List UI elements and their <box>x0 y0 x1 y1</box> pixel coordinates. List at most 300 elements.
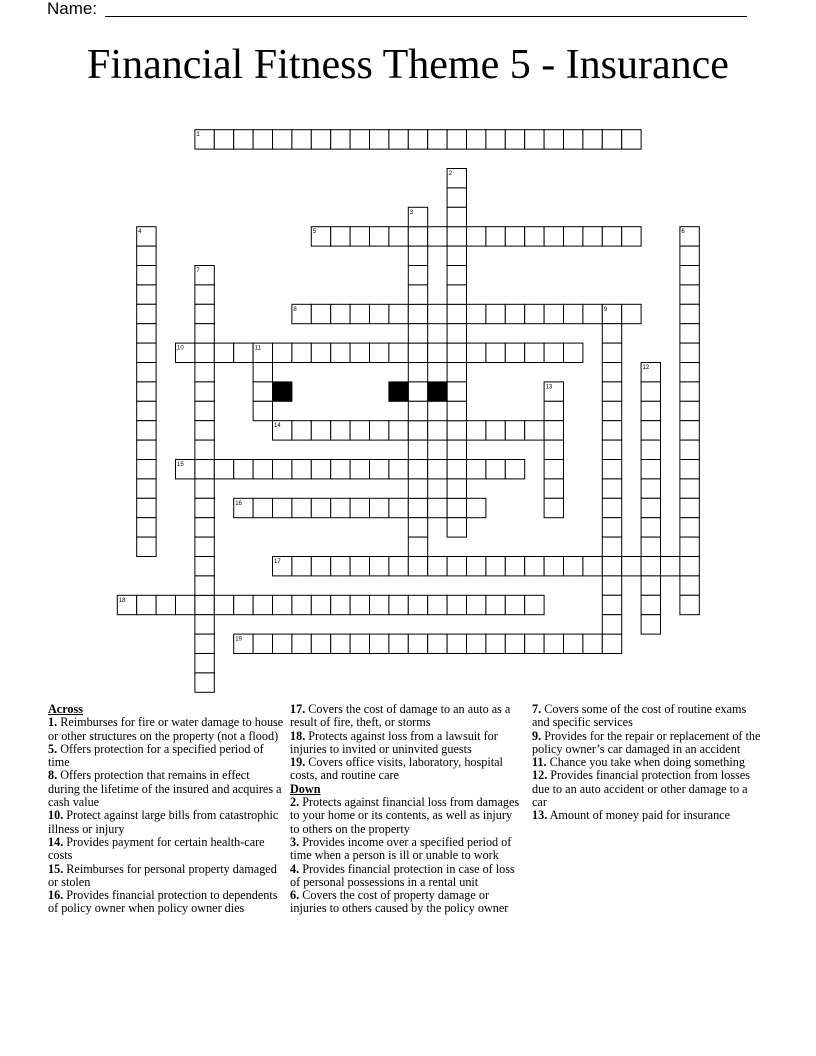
grid-cell[interactable] <box>311 460 330 479</box>
grid-cell[interactable] <box>292 595 311 614</box>
grid-cell[interactable] <box>428 304 447 323</box>
grid-cell[interactable] <box>680 401 699 420</box>
grid-cell[interactable] <box>408 537 427 556</box>
grid-cell[interactable] <box>389 634 408 653</box>
grid-cell[interactable] <box>350 343 369 362</box>
grid-cell[interactable] <box>195 266 214 285</box>
grid-cell[interactable] <box>467 460 486 479</box>
grid-cell[interactable] <box>467 304 486 323</box>
grid-cell[interactable] <box>544 479 563 498</box>
grid-cell[interactable] <box>370 130 389 149</box>
grid-cell[interactable] <box>447 634 466 653</box>
grid-cell[interactable] <box>292 498 311 517</box>
grid-cell[interactable] <box>525 343 544 362</box>
grid-cell[interactable] <box>641 460 660 479</box>
grid-cell[interactable] <box>447 440 466 459</box>
grid-cell[interactable] <box>467 343 486 362</box>
grid-cell[interactable] <box>137 401 156 420</box>
grid-cell[interactable] <box>137 304 156 323</box>
grid-cell[interactable] <box>253 382 272 401</box>
grid-cell[interactable] <box>370 634 389 653</box>
grid-cell[interactable] <box>273 557 292 576</box>
grid-cell[interactable] <box>602 440 621 459</box>
grid-cell[interactable] <box>253 401 272 420</box>
grid-cell[interactable] <box>408 634 427 653</box>
grid-cell[interactable] <box>680 343 699 362</box>
grid-cell[interactable] <box>641 537 660 556</box>
grid-cell[interactable] <box>195 498 214 517</box>
grid-cell[interactable] <box>408 246 427 265</box>
grid-cell[interactable] <box>137 266 156 285</box>
grid-cell[interactable] <box>253 498 272 517</box>
grid-cell[interactable] <box>428 343 447 362</box>
grid-cell[interactable] <box>505 557 524 576</box>
grid-cell[interactable] <box>370 304 389 323</box>
grid-cell[interactable] <box>292 634 311 653</box>
grid-cell[interactable] <box>331 557 350 576</box>
grid-cell[interactable] <box>602 479 621 498</box>
grid-cell[interactable] <box>292 130 311 149</box>
grid-cell[interactable] <box>447 518 466 537</box>
grid-cell[interactable] <box>370 227 389 246</box>
grid-cell[interactable] <box>195 363 214 382</box>
grid-cell[interactable] <box>680 246 699 265</box>
grid-cell[interactable] <box>505 634 524 653</box>
grid-cell[interactable] <box>467 595 486 614</box>
grid-cell[interactable] <box>408 401 427 420</box>
grid-cell[interactable] <box>273 460 292 479</box>
grid-cell[interactable] <box>428 498 447 517</box>
grid-cell[interactable] <box>137 285 156 304</box>
grid-cell[interactable] <box>641 557 660 576</box>
grid-cell[interactable] <box>641 363 660 382</box>
grid-cell[interactable] <box>602 498 621 517</box>
grid-cell[interactable] <box>292 557 311 576</box>
grid-cell[interactable] <box>273 343 292 362</box>
grid-cell[interactable] <box>137 363 156 382</box>
grid-cell[interactable] <box>273 498 292 517</box>
grid-cell[interactable] <box>505 421 524 440</box>
grid-cell[interactable] <box>602 537 621 556</box>
grid-cell[interactable] <box>447 343 466 362</box>
grid-cell[interactable] <box>544 130 563 149</box>
grid-cell[interactable] <box>641 498 660 517</box>
grid-cell[interactable] <box>447 421 466 440</box>
grid-cell[interactable] <box>602 401 621 420</box>
grid-cell[interactable] <box>467 557 486 576</box>
grid-cell[interactable] <box>680 557 699 576</box>
grid-cell[interactable] <box>350 304 369 323</box>
grid-cell[interactable] <box>486 634 505 653</box>
grid-cell[interactable] <box>195 634 214 653</box>
grid-cell[interactable] <box>350 595 369 614</box>
grid-cell[interactable] <box>311 595 330 614</box>
grid-cell[interactable] <box>467 421 486 440</box>
grid-cell[interactable] <box>137 246 156 265</box>
grid-cell[interactable] <box>156 595 175 614</box>
grid-cell[interactable] <box>350 557 369 576</box>
grid-cell[interactable] <box>331 130 350 149</box>
grid-cell[interactable] <box>680 518 699 537</box>
grid-cell[interactable] <box>214 460 233 479</box>
grid-cell[interactable] <box>447 324 466 343</box>
grid-cell[interactable] <box>641 615 660 634</box>
grid-cell[interactable] <box>137 227 156 246</box>
grid-cell[interactable] <box>641 440 660 459</box>
grid-cell[interactable] <box>331 227 350 246</box>
grid-cell[interactable] <box>234 634 253 653</box>
grid-cell[interactable] <box>408 382 427 401</box>
grid-cell[interactable] <box>137 382 156 401</box>
grid-cell[interactable] <box>234 595 253 614</box>
grid-cell[interactable] <box>311 343 330 362</box>
grid-cell[interactable] <box>311 557 330 576</box>
grid-cell[interactable] <box>680 324 699 343</box>
grid-cell[interactable] <box>195 537 214 556</box>
grid-cell[interactable] <box>641 382 660 401</box>
grid-cell[interactable] <box>544 304 563 323</box>
grid-cell[interactable] <box>273 130 292 149</box>
grid-cell[interactable] <box>408 557 427 576</box>
grid-cell[interactable] <box>544 227 563 246</box>
grid-cell[interactable] <box>195 479 214 498</box>
grid-cell[interactable] <box>602 595 621 614</box>
grid-cell[interactable] <box>195 382 214 401</box>
grid-cell[interactable] <box>447 285 466 304</box>
grid-cell[interactable] <box>253 460 272 479</box>
grid-cell[interactable] <box>447 227 466 246</box>
grid-cell[interactable] <box>544 557 563 576</box>
grid-cell[interactable] <box>486 227 505 246</box>
grid-cell[interactable] <box>680 440 699 459</box>
grid-cell[interactable] <box>137 421 156 440</box>
grid-cell[interactable] <box>447 246 466 265</box>
grid-cell[interactable] <box>602 343 621 362</box>
grid-cell[interactable] <box>564 634 583 653</box>
grid-cell[interactable] <box>564 227 583 246</box>
grid-cell[interactable] <box>486 460 505 479</box>
grid-cell[interactable] <box>176 460 195 479</box>
grid-cell[interactable] <box>214 343 233 362</box>
grid-cell[interactable] <box>311 498 330 517</box>
grid-cell[interactable] <box>195 654 214 673</box>
grid-cell[interactable] <box>544 634 563 653</box>
grid-cell[interactable] <box>602 324 621 343</box>
grid-cell[interactable] <box>195 557 214 576</box>
grid-cell[interactable] <box>525 595 544 614</box>
grid-cell[interactable] <box>234 130 253 149</box>
grid-cell[interactable] <box>408 440 427 459</box>
grid-cell[interactable] <box>622 557 641 576</box>
grid-cell[interactable] <box>525 557 544 576</box>
grid-cell[interactable] <box>505 304 524 323</box>
grid-cell[interactable] <box>408 518 427 537</box>
grid-cell[interactable] <box>680 576 699 595</box>
grid-cell[interactable] <box>195 285 214 304</box>
grid-cell[interactable] <box>176 595 195 614</box>
grid-cell[interactable] <box>137 479 156 498</box>
grid-cell[interactable] <box>544 440 563 459</box>
grid-cell[interactable] <box>195 576 214 595</box>
grid-cell[interactable] <box>622 227 641 246</box>
grid-cell[interactable] <box>195 615 214 634</box>
grid-cell[interactable] <box>253 634 272 653</box>
grid-cell[interactable] <box>389 498 408 517</box>
grid-cell[interactable] <box>680 285 699 304</box>
grid-cell[interactable] <box>680 537 699 556</box>
grid-cell[interactable] <box>389 460 408 479</box>
grid-cell[interactable] <box>544 343 563 362</box>
grid-cell[interactable] <box>505 595 524 614</box>
grid-cell[interactable] <box>428 557 447 576</box>
grid-cell[interactable] <box>447 382 466 401</box>
grid-cell[interactable] <box>680 479 699 498</box>
grid-cell[interactable] <box>447 401 466 420</box>
grid-cell[interactable] <box>389 130 408 149</box>
grid-cell[interactable] <box>195 595 214 614</box>
grid-cell[interactable] <box>467 634 486 653</box>
grid-cell[interactable] <box>195 304 214 323</box>
grid-cell[interactable] <box>680 460 699 479</box>
grid-cell[interactable] <box>350 421 369 440</box>
grid-cell[interactable] <box>370 595 389 614</box>
grid-cell[interactable] <box>525 130 544 149</box>
grid-cell[interactable] <box>408 595 427 614</box>
grid-cell[interactable] <box>428 227 447 246</box>
grid-cell[interactable] <box>447 557 466 576</box>
grid-cell[interactable] <box>564 130 583 149</box>
grid-cell[interactable] <box>370 498 389 517</box>
grid-cell[interactable] <box>408 343 427 362</box>
grid-cell[interactable] <box>447 188 466 207</box>
grid-cell[interactable] <box>311 634 330 653</box>
grid-cell[interactable] <box>428 130 447 149</box>
grid-cell[interactable] <box>273 634 292 653</box>
grid-cell[interactable] <box>661 557 680 576</box>
grid-cell[interactable] <box>680 304 699 323</box>
grid-cell[interactable] <box>583 557 602 576</box>
grid-cell[interactable] <box>408 227 427 246</box>
grid-cell[interactable] <box>331 595 350 614</box>
grid-cell[interactable] <box>311 421 330 440</box>
grid-cell[interactable] <box>505 227 524 246</box>
grid-cell[interactable] <box>137 537 156 556</box>
grid-cell[interactable] <box>253 343 272 362</box>
grid-cell[interactable] <box>467 227 486 246</box>
grid-cell[interactable] <box>350 634 369 653</box>
grid-cell[interactable] <box>408 421 427 440</box>
grid-cell[interactable] <box>389 227 408 246</box>
grid-cell[interactable] <box>214 130 233 149</box>
grid-cell[interactable] <box>195 440 214 459</box>
grid-cell[interactable] <box>622 304 641 323</box>
grid-cell[interactable] <box>544 421 563 440</box>
grid-cell[interactable] <box>447 304 466 323</box>
grid-cell[interactable] <box>641 479 660 498</box>
grid-cell[interactable] <box>408 130 427 149</box>
grid-cell[interactable] <box>583 304 602 323</box>
grid-cell[interactable] <box>486 304 505 323</box>
grid-cell[interactable] <box>408 498 427 517</box>
grid-cell[interactable] <box>486 595 505 614</box>
grid-cell[interactable] <box>602 615 621 634</box>
grid-cell[interactable] <box>602 576 621 595</box>
grid-cell[interactable] <box>544 401 563 420</box>
grid-cell[interactable] <box>680 498 699 517</box>
grid-cell[interactable] <box>214 595 233 614</box>
grid-cell[interactable] <box>447 595 466 614</box>
grid-cell[interactable] <box>195 673 214 692</box>
grid-cell[interactable] <box>350 498 369 517</box>
grid-cell[interactable] <box>564 557 583 576</box>
grid-cell[interactable] <box>525 304 544 323</box>
grid-cell[interactable] <box>602 634 621 653</box>
grid-cell[interactable] <box>641 421 660 440</box>
grid-cell[interactable] <box>273 421 292 440</box>
grid-cell[interactable] <box>273 595 292 614</box>
grid-cell[interactable] <box>602 363 621 382</box>
grid-cell[interactable] <box>641 518 660 537</box>
grid-cell[interactable] <box>583 227 602 246</box>
grid-cell[interactable] <box>447 460 466 479</box>
grid-cell[interactable] <box>311 304 330 323</box>
grid-cell[interactable] <box>350 460 369 479</box>
grid-cell[interactable] <box>428 421 447 440</box>
grid-cell[interactable] <box>408 207 427 226</box>
grid-cell[interactable] <box>389 343 408 362</box>
grid-cell[interactable] <box>447 479 466 498</box>
grid-cell[interactable] <box>602 421 621 440</box>
grid-cell[interactable] <box>370 557 389 576</box>
grid-cell[interactable] <box>564 343 583 362</box>
grid-cell[interactable] <box>408 363 427 382</box>
grid-cell[interactable] <box>602 460 621 479</box>
grid-cell[interactable] <box>428 634 447 653</box>
grid-cell[interactable] <box>505 343 524 362</box>
grid-cell[interactable] <box>486 557 505 576</box>
grid-cell[interactable] <box>602 130 621 149</box>
grid-cell[interactable] <box>602 227 621 246</box>
grid-cell[interactable] <box>467 498 486 517</box>
grid-cell[interactable] <box>137 324 156 343</box>
grid-cell[interactable] <box>467 130 486 149</box>
grid-cell[interactable] <box>234 498 253 517</box>
grid-cell[interactable] <box>176 343 195 362</box>
grid-cell[interactable] <box>447 498 466 517</box>
grid-cell[interactable] <box>195 130 214 149</box>
grid-cell[interactable] <box>428 460 447 479</box>
grid-cell[interactable] <box>583 634 602 653</box>
grid-cell[interactable] <box>525 421 544 440</box>
grid-cell[interactable] <box>292 460 311 479</box>
grid-cell[interactable] <box>602 518 621 537</box>
grid-cell[interactable] <box>544 382 563 401</box>
grid-cell[interactable] <box>195 518 214 537</box>
grid-cell[interactable] <box>680 595 699 614</box>
grid-cell[interactable] <box>486 421 505 440</box>
grid-cell[interactable] <box>583 130 602 149</box>
grid-cell[interactable] <box>292 421 311 440</box>
grid-cell[interactable] <box>447 266 466 285</box>
grid-cell[interactable] <box>195 460 214 479</box>
grid-cell[interactable] <box>137 343 156 362</box>
grid-cell[interactable] <box>680 382 699 401</box>
grid-cell[interactable] <box>680 421 699 440</box>
grid-cell[interactable] <box>253 130 272 149</box>
grid-cell[interactable] <box>370 343 389 362</box>
grid-cell[interactable] <box>486 343 505 362</box>
grid-cell[interactable] <box>331 343 350 362</box>
grid-cell[interactable] <box>408 266 427 285</box>
grid-cell[interactable] <box>370 460 389 479</box>
grid-cell[interactable] <box>680 363 699 382</box>
grid-cell[interactable] <box>602 304 621 323</box>
grid-cell[interactable] <box>680 266 699 285</box>
grid-cell[interactable] <box>253 595 272 614</box>
grid-cell[interactable] <box>602 557 621 576</box>
grid-cell[interactable] <box>137 518 156 537</box>
grid-cell[interactable] <box>447 363 466 382</box>
grid-cell[interactable] <box>331 460 350 479</box>
grid-cell[interactable] <box>292 304 311 323</box>
grid-cell[interactable] <box>195 324 214 343</box>
grid-cell[interactable] <box>389 557 408 576</box>
grid-cell[interactable] <box>137 498 156 517</box>
grid-cell[interactable] <box>408 460 427 479</box>
grid-cell[interactable] <box>544 460 563 479</box>
grid-cell[interactable] <box>408 304 427 323</box>
name-underline[interactable] <box>105 16 747 17</box>
grid-cell[interactable] <box>331 498 350 517</box>
grid-cell[interactable] <box>350 227 369 246</box>
grid-cell[interactable] <box>389 595 408 614</box>
grid-cell[interactable] <box>331 634 350 653</box>
grid-cell[interactable] <box>389 421 408 440</box>
grid-cell[interactable] <box>117 595 136 614</box>
grid-cell[interactable] <box>137 440 156 459</box>
grid-cell[interactable] <box>234 460 253 479</box>
grid-cell[interactable] <box>311 227 330 246</box>
grid-cell[interactable] <box>311 130 330 149</box>
grid-cell[interactable] <box>370 421 389 440</box>
grid-cell[interactable] <box>447 130 466 149</box>
grid-cell[interactable] <box>525 634 544 653</box>
grid-cell[interactable] <box>195 343 214 362</box>
grid-cell[interactable] <box>428 595 447 614</box>
grid-cell[interactable] <box>641 595 660 614</box>
grid-cell[interactable] <box>137 460 156 479</box>
grid-cell[interactable] <box>331 421 350 440</box>
grid-cell[interactable] <box>680 227 699 246</box>
grid-cell[interactable] <box>408 479 427 498</box>
grid-cell[interactable] <box>602 382 621 401</box>
grid-cell[interactable] <box>544 498 563 517</box>
grid-cell[interactable] <box>622 130 641 149</box>
grid-cell[interactable] <box>195 421 214 440</box>
grid-cell[interactable] <box>389 304 408 323</box>
grid-cell[interactable] <box>641 576 660 595</box>
grid-cell[interactable] <box>195 401 214 420</box>
grid-cell[interactable] <box>331 304 350 323</box>
grid-cell[interactable] <box>253 363 272 382</box>
name-field[interactable] <box>47 0 747 20</box>
grid-cell[interactable] <box>408 285 427 304</box>
grid-cell[interactable] <box>505 130 524 149</box>
grid-cell[interactable] <box>137 595 156 614</box>
grid-cell[interactable] <box>564 304 583 323</box>
grid-cell[interactable] <box>447 207 466 226</box>
grid-cell[interactable] <box>408 324 427 343</box>
